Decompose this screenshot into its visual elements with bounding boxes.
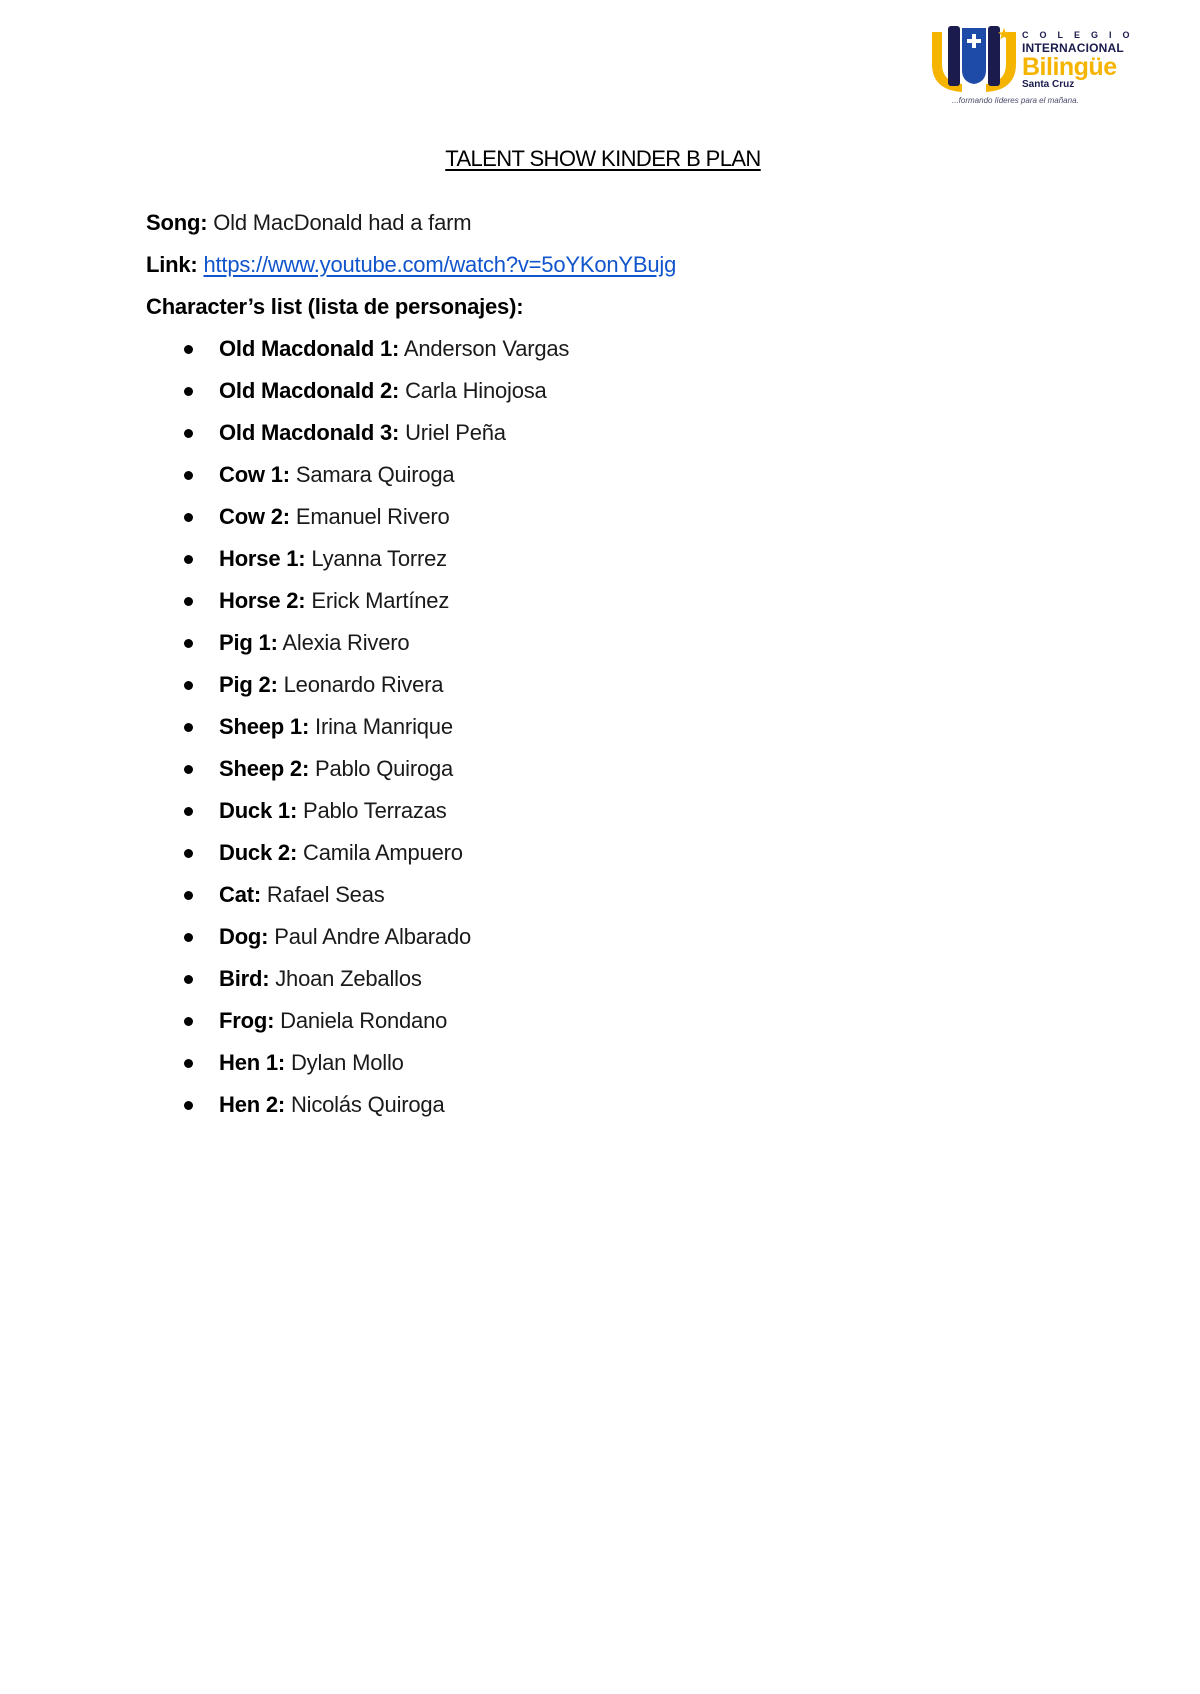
list-item [146, 502, 1046, 544]
character-name: Alexia Rivero [282, 630, 410, 655]
bullet-icon [184, 471, 193, 480]
bullet-icon [184, 975, 193, 984]
character-role: Pig 1: [219, 630, 278, 655]
bullet-icon [184, 933, 193, 942]
list-item [146, 586, 1046, 628]
logo-bilingue-text: Bilingüe [1022, 53, 1117, 81]
character-name: Rafael Seas [266, 882, 385, 907]
character-role: Pig 2: [219, 672, 278, 697]
school-crest-icon [928, 24, 1020, 94]
character-role: Cow 1: [219, 462, 290, 487]
character-role: Old Macdonald 2: [219, 378, 400, 403]
list-item [146, 838, 1046, 880]
list-item [146, 964, 1046, 1006]
character-name: Erick Martínez [311, 588, 450, 613]
character-name: Camila Ampuero [303, 840, 463, 865]
song-label: Song: [146, 210, 208, 235]
character-name: Pablo Quiroga [315, 756, 454, 781]
character-role: Hen 1: [219, 1050, 286, 1075]
character-name: Leonardo Rivera [283, 672, 444, 697]
bullet-icon [184, 723, 193, 732]
character-role: Sheep 2: [219, 756, 310, 781]
bullet-icon [184, 849, 193, 858]
bullet-icon [184, 555, 193, 564]
list-item [146, 796, 1046, 838]
character-role: Duck 2: [219, 840, 298, 865]
character-name: Irina Manrique [315, 714, 453, 739]
character-name: Emanuel Rivero [295, 504, 450, 529]
character-role: Old Macdonald 3: [219, 420, 400, 445]
character-role: Sheep 1: [219, 714, 310, 739]
character-name: Paul Andre Albarado [274, 924, 472, 949]
characters-heading-line [146, 292, 1046, 334]
character-role: Old Macdonald 1: [219, 336, 400, 361]
character-role: Cow 2: [219, 504, 290, 529]
list-item [146, 376, 1046, 418]
logo-santa-cruz-text: Santa Cruz [1022, 79, 1075, 90]
character-role: Duck 1: [219, 798, 298, 823]
character-role: Cat: [219, 882, 261, 907]
logo-colegio-text: COLEGIO [1022, 30, 1141, 40]
list-item [146, 544, 1046, 586]
list-item [146, 754, 1046, 796]
bullet-icon [184, 639, 193, 648]
list-item [146, 1006, 1046, 1048]
list-item [146, 922, 1046, 964]
character-name: Uriel Peña [405, 420, 506, 445]
bullet-icon [184, 681, 193, 690]
bullet-icon [184, 387, 193, 396]
character-name: Pablo Terrazas [303, 798, 447, 823]
character-name: Samara Quiroga [295, 462, 455, 487]
link-label: Link: [146, 252, 198, 277]
document-title: TALENT SHOW KINDER B PLAN [445, 146, 761, 171]
character-list [146, 334, 1046, 1132]
list-item [146, 880, 1046, 922]
list-item [146, 1090, 1046, 1132]
character-role: Frog: [219, 1008, 275, 1033]
bullet-icon [184, 765, 193, 774]
character-role: Horse 2: [219, 588, 306, 613]
logo-tagline: ...formando líderes para el mañana. [952, 96, 1079, 105]
link-line [146, 250, 1046, 292]
characters-heading: Character’s list (lista de personajes): [146, 294, 524, 319]
character-role: Horse 1: [219, 546, 306, 571]
bullet-icon [184, 1101, 193, 1110]
list-item [146, 460, 1046, 502]
logo-internacional-text: INTERNACIONAL [1022, 41, 1124, 55]
character-role: Dog: [219, 924, 269, 949]
bullet-icon [184, 807, 193, 816]
youtube-link[interactable]: https://www.youtube.com/watch?v=5oYKonYBujg [203, 252, 677, 277]
bullet-icon [184, 891, 193, 900]
bullet-icon [184, 1059, 193, 1068]
list-item [146, 334, 1046, 376]
character-name: Lyanna Torrez [311, 546, 447, 571]
character-role: Bird: [219, 966, 270, 991]
bullet-icon [184, 513, 193, 522]
character-name: Nicolás Quiroga [290, 1092, 445, 1117]
document-body [146, 208, 1046, 1132]
list-item [146, 712, 1046, 754]
character-name: Carla Hinojosa [405, 378, 547, 403]
character-name: Daniela Rondano [280, 1008, 448, 1033]
logo-wordmark [1022, 30, 1158, 90]
school-logo [928, 20, 1158, 110]
bullet-icon [184, 597, 193, 606]
character-role: Hen 2: [219, 1092, 286, 1117]
bullet-icon [184, 429, 193, 438]
list-item [146, 1048, 1046, 1090]
character-name: Anderson Vargas [403, 336, 570, 361]
list-item [146, 670, 1046, 712]
bullet-icon [184, 345, 193, 354]
character-name: Jhoan Zeballos [275, 966, 422, 991]
bullet-icon [184, 1017, 193, 1026]
song-line [146, 208, 1046, 250]
character-name: Dylan Mollo [290, 1050, 404, 1075]
list-item [146, 418, 1046, 460]
song-value: Old MacDonald had a farm [213, 210, 472, 235]
list-item [146, 628, 1046, 670]
